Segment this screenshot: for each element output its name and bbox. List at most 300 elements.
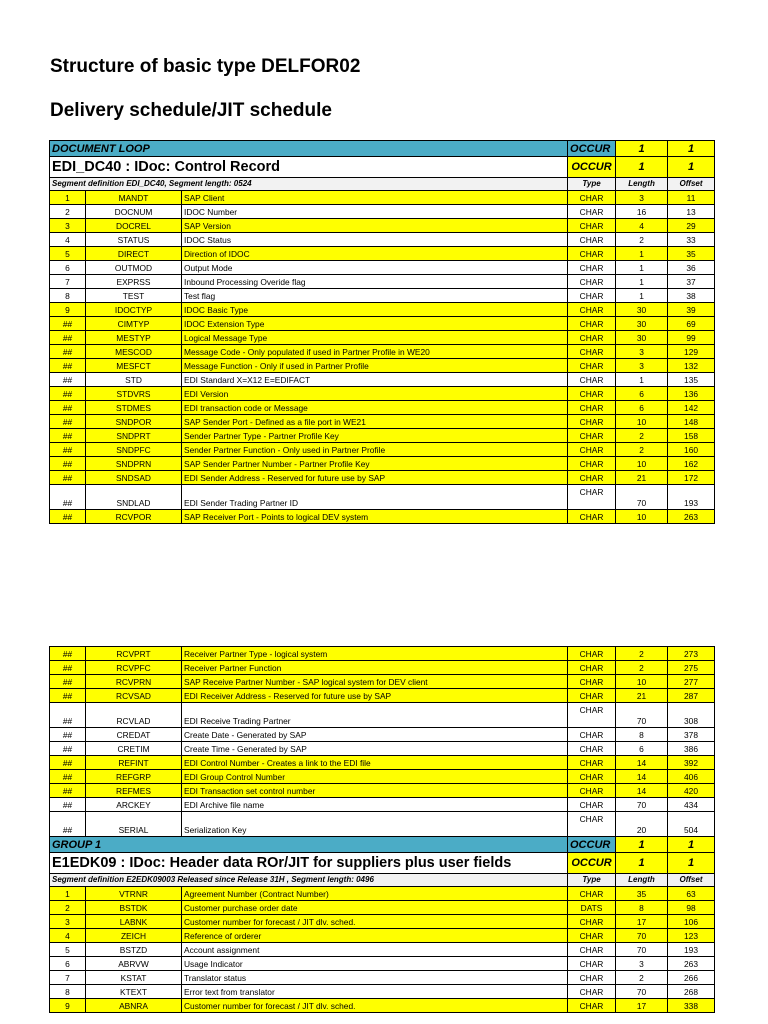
cell-field: OUTMOD [86, 261, 182, 275]
table-row [50, 901, 715, 915]
cell-len: 70 [616, 943, 668, 957]
cell-off: 386 [668, 742, 715, 756]
cell-desc: SAP Client [182, 191, 568, 205]
cell-off: 392 [668, 756, 715, 770]
cell-off: 263 [668, 510, 715, 524]
cell-desc: EDI Version [182, 387, 568, 401]
cell-type: CHAR [568, 331, 616, 345]
table-row [50, 510, 715, 524]
cell-desc: EDI Archive file name [182, 798, 568, 812]
cell-field: SERIAL [86, 812, 182, 837]
cell-type: CHAR [568, 275, 616, 289]
cell-n: ## [50, 471, 86, 485]
cell-n: 2 [50, 901, 86, 915]
cell-type: CHAR [568, 784, 616, 798]
cell-field: RCVPRT [86, 647, 182, 661]
cell-field: SNDSAD [86, 471, 182, 485]
cell-field: CREDAT [86, 728, 182, 742]
cell-field: KSTAT [86, 971, 182, 985]
cell-off: 69 [668, 317, 715, 331]
cell-field: SNDPOR [86, 415, 182, 429]
cell-len: 30 [616, 303, 668, 317]
cell-desc: Agreement Number (Contract Number) [182, 887, 568, 901]
table-row [50, 415, 715, 429]
cell-off: 273 [668, 647, 715, 661]
table-row [50, 728, 715, 742]
cell-desc: IDOC Number [182, 205, 568, 219]
cell-len: 3 [616, 191, 668, 205]
cell-type: CHAR [568, 957, 616, 971]
cell-len: 1 [616, 247, 668, 261]
cell-off: 268 [668, 985, 715, 999]
cell-n: ## [50, 675, 86, 689]
cell-type: CHAR [568, 191, 616, 205]
table-row [50, 742, 715, 756]
cell-desc: Sender Partner Function - Only used in Partner Profile [182, 443, 568, 457]
table-row [50, 205, 715, 219]
cell-field: CRETIM [86, 742, 182, 756]
cell-off: 287 [668, 689, 715, 703]
cell-type: CHAR [568, 261, 616, 275]
cell-n: ## [50, 485, 86, 510]
cell-len: 16 [616, 205, 668, 219]
cell-off: 36 [668, 261, 715, 275]
cell-len: 21 [616, 471, 668, 485]
cell-type: CHAR [568, 373, 616, 387]
cell-off: 63 [668, 887, 715, 901]
cell-off: 132 [668, 359, 715, 373]
cell-desc: Test flag [182, 289, 568, 303]
cell-off: 160 [668, 443, 715, 457]
cell-len: 10 [616, 510, 668, 524]
cell-len: 1 [616, 373, 668, 387]
cell-off: 308 [668, 703, 715, 728]
cell-len: 21 [616, 689, 668, 703]
cell-type: CHAR [568, 485, 616, 510]
cell-desc: Customer purchase order date [182, 901, 568, 915]
cell-len: 70 [616, 703, 668, 728]
cell-type: CHAR [568, 661, 616, 675]
cell-n: 7 [50, 275, 86, 289]
cell-type: CHAR [568, 345, 616, 359]
cell-n: ## [50, 443, 86, 457]
cell-n: ## [50, 689, 86, 703]
cell-n: ## [50, 770, 86, 784]
table-row [50, 373, 715, 387]
table-row [50, 261, 715, 275]
table-row [50, 943, 715, 957]
cell-n: ## [50, 647, 86, 661]
table-row [50, 443, 715, 457]
cell-off: 35 [668, 247, 715, 261]
cell-type: DATS [568, 901, 616, 915]
cell-len: 2 [616, 971, 668, 985]
cell-len: 6 [616, 387, 668, 401]
cell-field: ABNRA [86, 999, 182, 1013]
cell-desc: Create Date - Generated by SAP [182, 728, 568, 742]
cell-type: CHAR [568, 415, 616, 429]
cell-type: CHAR [568, 812, 616, 837]
cell-type: CHAR [568, 205, 616, 219]
cell-off: 193 [668, 943, 715, 957]
cell-len: 1 [616, 261, 668, 275]
table-row [50, 675, 715, 689]
cell-field: RCVSAD [86, 689, 182, 703]
cell-desc: EDI Transaction set control number [182, 784, 568, 798]
cell-field: BSTDK [86, 901, 182, 915]
cell-desc: EDI Control Number - Creates a link to the EDI file [182, 756, 568, 770]
cell-field: ZEICH [86, 929, 182, 943]
table-row [50, 457, 715, 471]
table-row [50, 957, 715, 971]
cell-off: 406 [668, 770, 715, 784]
table-row [50, 275, 715, 289]
cell-len: 10 [616, 457, 668, 471]
cell-off: 277 [668, 675, 715, 689]
table-row [50, 247, 715, 261]
cell-len: 8 [616, 728, 668, 742]
cell-off: 38 [668, 289, 715, 303]
cell-type: CHAR [568, 971, 616, 985]
cell-n: ## [50, 457, 86, 471]
cell-type: CHAR [568, 887, 616, 901]
cell-off: 33 [668, 233, 715, 247]
cell-desc: Logical Message Type [182, 331, 568, 345]
cell-field: RCVPRN [86, 675, 182, 689]
table-row [50, 191, 715, 205]
table-row [50, 985, 715, 999]
cell-desc: EDI transaction code or Message [182, 401, 568, 415]
cell-field: KTEXT [86, 985, 182, 999]
table-row [50, 429, 715, 443]
cell-len: 3 [616, 359, 668, 373]
cell-n: 8 [50, 985, 86, 999]
cell-type: CHAR [568, 219, 616, 233]
cell-n: ## [50, 784, 86, 798]
cell-desc: SAP Sender Port - Defined as a file port in WE21 [182, 415, 568, 429]
cell-field: RCVLAD [86, 703, 182, 728]
cell-field: SNDPRN [86, 457, 182, 471]
cell-desc: SAP Receive Partner Number - SAP logical system for DEV client [182, 675, 568, 689]
cell-n: ## [50, 387, 86, 401]
cell-desc: Error text from translator [182, 985, 568, 999]
cell-n: ## [50, 756, 86, 770]
cell-field: DOCNUM [86, 205, 182, 219]
cell-len: 70 [616, 485, 668, 510]
cell-field: EXPRSS [86, 275, 182, 289]
cell-desc: Reference of orderer [182, 929, 568, 943]
cell-type: CHAR [568, 471, 616, 485]
cell-len: 6 [616, 742, 668, 756]
cell-n: 6 [50, 261, 86, 275]
table-row [50, 703, 715, 728]
cell-len: 35 [616, 887, 668, 901]
cell-off: 162 [668, 457, 715, 471]
segment-definition-row: Segment definition E2EDK09003 Released since Release 31H , Segment length: 0496 Type Length Offset [50, 874, 715, 887]
cell-type: CHAR [568, 457, 616, 471]
cell-len: 70 [616, 798, 668, 812]
cell-type: CHAR [568, 929, 616, 943]
cell-n: 1 [50, 191, 86, 205]
cell-len: 2 [616, 661, 668, 675]
cell-n: 5 [50, 943, 86, 957]
cell-off: 266 [668, 971, 715, 985]
table-row [50, 647, 715, 661]
cell-n: 6 [50, 957, 86, 971]
cell-field: STDMES [86, 401, 182, 415]
cell-desc: EDI Sender Address - Reserved for future use by SAP [182, 471, 568, 485]
cell-len: 14 [616, 756, 668, 770]
cell-n: ## [50, 812, 86, 837]
cell-len: 2 [616, 443, 668, 457]
cell-off: 135 [668, 373, 715, 387]
cell-field: STD [86, 373, 182, 387]
cell-field: RCVPFC [86, 661, 182, 675]
cell-field: DOCREL [86, 219, 182, 233]
cell-field: IDOCTYP [86, 303, 182, 317]
cell-n: ## [50, 510, 86, 524]
cell-off: 263 [668, 957, 715, 971]
cell-off: 434 [668, 798, 715, 812]
cell-desc: Direction of IDOC [182, 247, 568, 261]
cell-n: ## [50, 331, 86, 345]
table-row [50, 317, 715, 331]
cell-off: 106 [668, 915, 715, 929]
cell-field: REFINT [86, 756, 182, 770]
cell-off: 275 [668, 661, 715, 675]
cell-len: 20 [616, 812, 668, 837]
table-row [50, 812, 715, 837]
cell-type: CHAR [568, 943, 616, 957]
table-row [50, 971, 715, 985]
cell-len: 3 [616, 957, 668, 971]
cell-off: 29 [668, 219, 715, 233]
cell-type: CHAR [568, 999, 616, 1013]
cell-len: 1 [616, 289, 668, 303]
cell-desc: SAP Receiver Port - Points to logical DEV system [182, 510, 568, 524]
table-row [50, 303, 715, 317]
cell-desc: IDOC Extension Type [182, 317, 568, 331]
cell-field: DIRECT [86, 247, 182, 261]
cell-len: 17 [616, 915, 668, 929]
cell-n: ## [50, 798, 86, 812]
cell-desc: Translator status [182, 971, 568, 985]
cell-desc: EDI Group Control Number [182, 770, 568, 784]
cell-n: 5 [50, 247, 86, 261]
cell-desc: SAP Version [182, 219, 568, 233]
cell-len: 1 [616, 275, 668, 289]
control-record-table [49, 140, 715, 524]
cell-desc: Customer number for forecast / JIT dlv. sched. [182, 915, 568, 929]
cell-off: 158 [668, 429, 715, 443]
cell-desc: SAP Sender Partner Number - Partner Profile Key [182, 457, 568, 471]
cell-off: 504 [668, 812, 715, 837]
cell-field: CIMTYP [86, 317, 182, 331]
cell-type: CHAR [568, 289, 616, 303]
table-row [50, 999, 715, 1013]
cell-n: ## [50, 359, 86, 373]
cell-desc: Output Mode [182, 261, 568, 275]
document-loop-row: DOCUMENT LOOP OCCUR 1 1 [50, 141, 715, 157]
table-row [50, 798, 715, 812]
cell-type: CHAR [568, 770, 616, 784]
cell-field: ABRVW [86, 957, 182, 971]
cell-field: STATUS [86, 233, 182, 247]
cell-field: STDVRS [86, 387, 182, 401]
segment-header-row: EDI_DC40 : IDoc: Control Record OCCUR 1 1 [50, 157, 715, 178]
cell-len: 30 [616, 317, 668, 331]
cell-len: 10 [616, 415, 668, 429]
cell-desc: IDOC Basic Type [182, 303, 568, 317]
cell-field: MESFCT [86, 359, 182, 373]
cell-type: CHAR [568, 429, 616, 443]
cell-n: ## [50, 703, 86, 728]
cell-len: 8 [616, 901, 668, 915]
cell-n: ## [50, 429, 86, 443]
table-row [50, 345, 715, 359]
cell-len: 17 [616, 999, 668, 1013]
cell-type: CHAR [568, 915, 616, 929]
cell-type: CHAR [568, 798, 616, 812]
cell-len: 14 [616, 770, 668, 784]
cell-type: CHAR [568, 689, 616, 703]
table-row [50, 661, 715, 675]
cell-n: 2 [50, 205, 86, 219]
cell-desc: Sender Partner Type - Partner Profile Key [182, 429, 568, 443]
cell-off: 11 [668, 191, 715, 205]
cell-desc: Inbound Processing Overide flag [182, 275, 568, 289]
cell-off: 98 [668, 901, 715, 915]
cell-desc: Message Function - Only if used in Partner Profile [182, 359, 568, 373]
cell-n: 3 [50, 219, 86, 233]
table-row [50, 756, 715, 770]
cell-n: ## [50, 345, 86, 359]
table-row [50, 471, 715, 485]
cell-field: SNDPRT [86, 429, 182, 443]
cell-len: 3 [616, 345, 668, 359]
table-row [50, 887, 715, 901]
table-row [50, 359, 715, 373]
cell-len: 70 [616, 985, 668, 999]
table-row [50, 929, 715, 943]
cell-desc: Create Time - Generated by SAP [182, 742, 568, 756]
cell-n: ## [50, 401, 86, 415]
segment-definition-row: Segment definition EDI_DC40, Segment length: 0524 Type Length Offset [50, 178, 715, 191]
table-row [50, 289, 715, 303]
cell-desc: Serialization Key [182, 812, 568, 837]
table-row [50, 770, 715, 784]
cell-desc: EDI Sender Trading Partner ID [182, 485, 568, 510]
cell-n: 3 [50, 915, 86, 929]
document-title: Structure of basic type DELFOR02 [50, 56, 361, 77]
cell-type: CHAR [568, 233, 616, 247]
cell-field: SNDPFC [86, 443, 182, 457]
table-row [50, 485, 715, 510]
cell-off: 172 [668, 471, 715, 485]
group-row: GROUP 1 OCCUR 1 1 [50, 837, 715, 853]
cell-type: CHAR [568, 742, 616, 756]
cell-desc: Message Code - Only populated if used in Partner Profile in WE20 [182, 345, 568, 359]
cell-field: MESCOD [86, 345, 182, 359]
table-row [50, 387, 715, 401]
cell-field: REFGRP [86, 770, 182, 784]
document-subtitle: Delivery schedule/JIT schedule [50, 100, 332, 121]
cell-type: CHAR [568, 728, 616, 742]
cell-type: CHAR [568, 303, 616, 317]
cell-n: ## [50, 661, 86, 675]
cell-n: 8 [50, 289, 86, 303]
cell-off: 338 [668, 999, 715, 1013]
cell-field: LABNK [86, 915, 182, 929]
segment-header-row: E1EDK09 : IDoc: Header data ROr/JIT for suppliers plus user fields OCCUR 1 1 [50, 853, 715, 874]
table-row [50, 915, 715, 929]
cell-len: 30 [616, 331, 668, 345]
table-row [50, 689, 715, 703]
cell-n: 1 [50, 887, 86, 901]
cell-type: CHAR [568, 317, 616, 331]
cell-type: CHAR [568, 703, 616, 728]
continuation-table [49, 646, 715, 1013]
cell-type: CHAR [568, 510, 616, 524]
cell-n: ## [50, 415, 86, 429]
cell-n: ## [50, 742, 86, 756]
cell-type: CHAR [568, 647, 616, 661]
table-row [50, 401, 715, 415]
cell-n: 4 [50, 233, 86, 247]
cell-len: 14 [616, 784, 668, 798]
cell-len: 2 [616, 647, 668, 661]
cell-type: CHAR [568, 443, 616, 457]
cell-field: BSTZD [86, 943, 182, 957]
cell-field: MESTYP [86, 331, 182, 345]
cell-desc: EDI Receive Trading Partner [182, 703, 568, 728]
cell-n: 4 [50, 929, 86, 943]
table-row [50, 331, 715, 345]
cell-off: 148 [668, 415, 715, 429]
cell-off: 37 [668, 275, 715, 289]
cell-desc: EDI Standard X=X12 E=EDIFACT [182, 373, 568, 387]
table-row [50, 784, 715, 798]
cell-type: CHAR [568, 756, 616, 770]
cell-len: 10 [616, 675, 668, 689]
cell-n: 9 [50, 999, 86, 1013]
table-row [50, 233, 715, 247]
cell-off: 13 [668, 205, 715, 219]
cell-n: 9 [50, 303, 86, 317]
cell-desc: Usage Indicator [182, 957, 568, 971]
cell-field: RCVPOR [86, 510, 182, 524]
cell-len: 70 [616, 929, 668, 943]
cell-type: CHAR [568, 359, 616, 373]
table-row [50, 219, 715, 233]
cell-off: 39 [668, 303, 715, 317]
cell-desc: IDOC Status [182, 233, 568, 247]
cell-field: SNDLAD [86, 485, 182, 510]
cell-n: ## [50, 317, 86, 331]
cell-type: CHAR [568, 387, 616, 401]
cell-off: 142 [668, 401, 715, 415]
cell-type: CHAR [568, 675, 616, 689]
cell-desc: EDI Receiver Address - Reserved for future use by SAP [182, 689, 568, 703]
cell-type: CHAR [568, 247, 616, 261]
cell-off: 129 [668, 345, 715, 359]
cell-n: ## [50, 728, 86, 742]
cell-field: REFMES [86, 784, 182, 798]
cell-field: MANDT [86, 191, 182, 205]
cell-len: 2 [616, 233, 668, 247]
cell-type: CHAR [568, 985, 616, 999]
cell-off: 99 [668, 331, 715, 345]
